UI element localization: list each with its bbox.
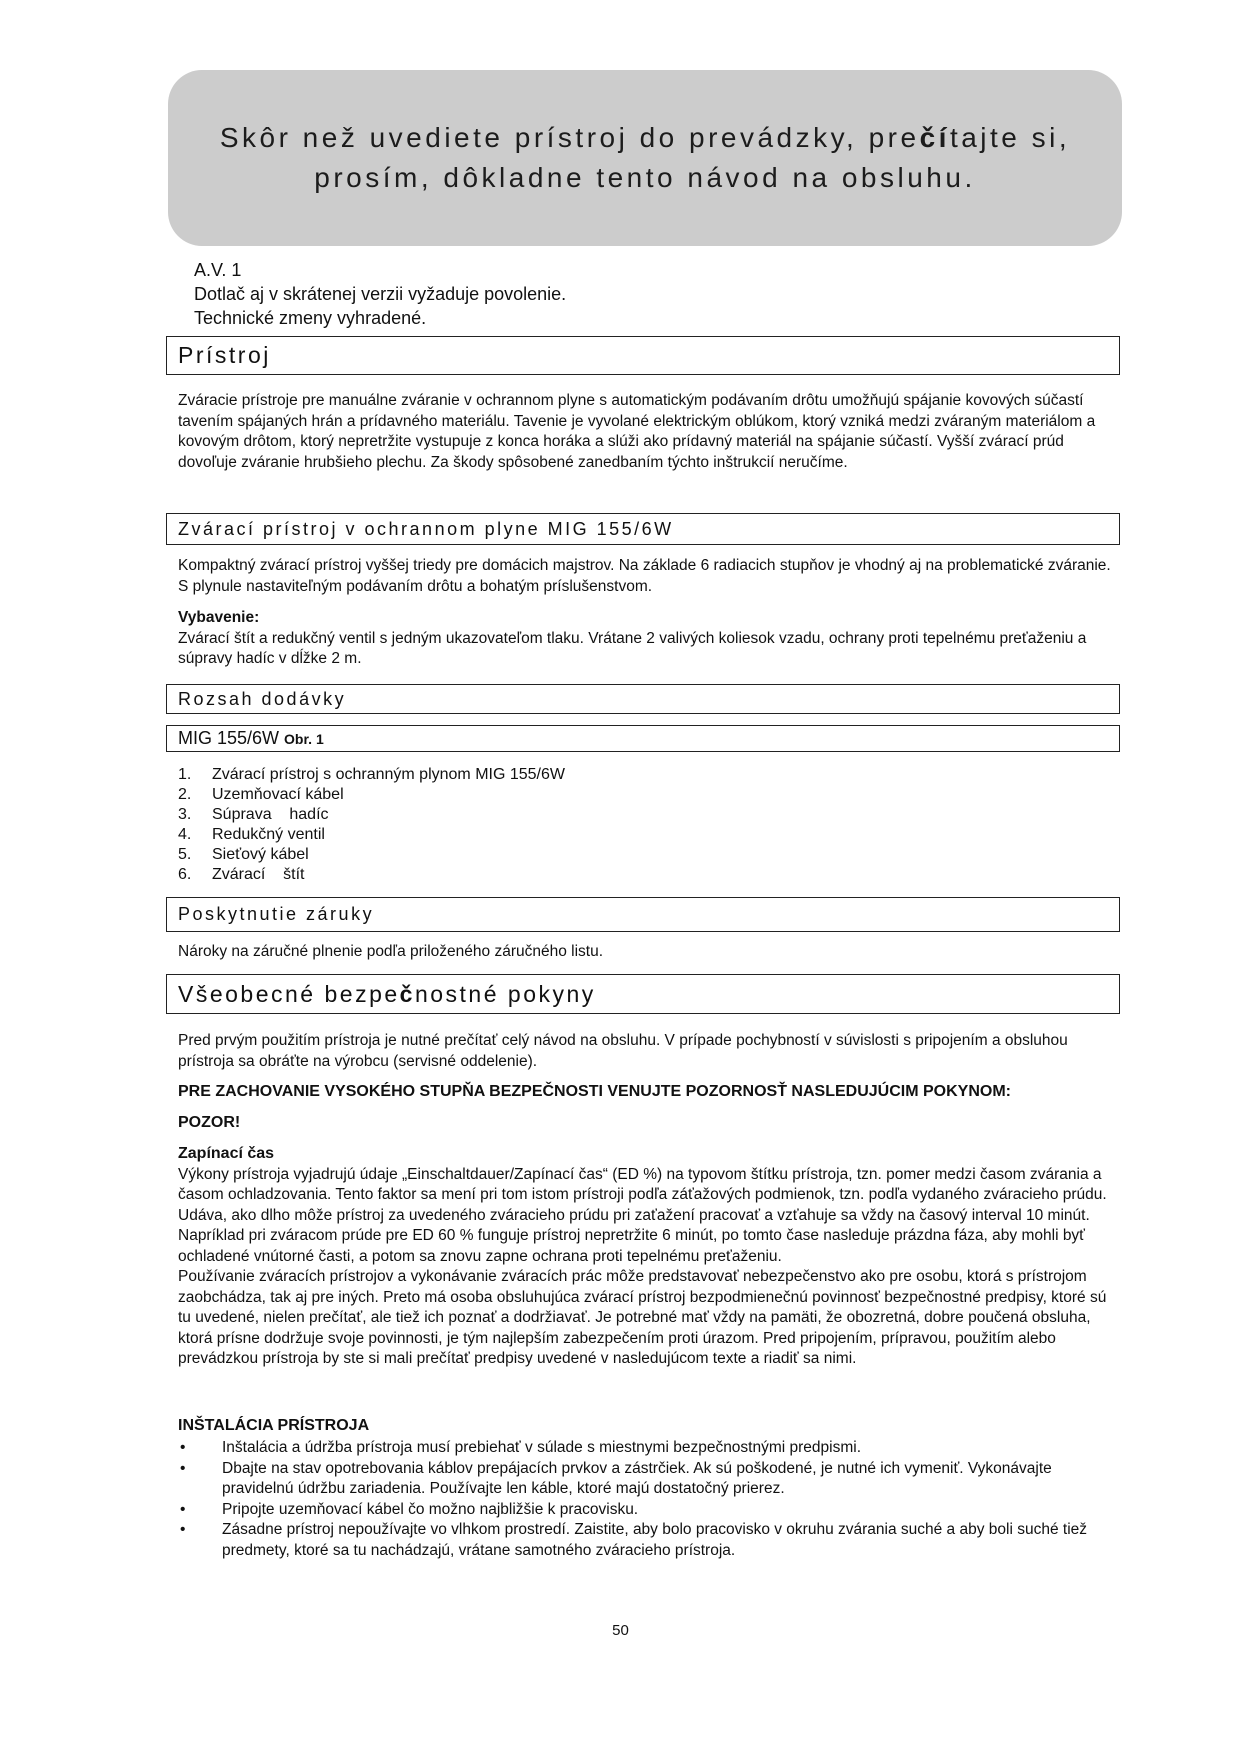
list-item: 6. Zvárací štít (178, 866, 305, 883)
installation-list (178, 1438, 1118, 1561)
equipment-text: Zvárací štít a redukčný ventil s jedným ukazovateľom tlaku. Vrátane 2 valivých koliesok vzadu, ochrany proti tepelnému preťaženiu a súpravy hadíc v dĺžke 2 m. (178, 629, 1087, 667)
list-item: 1. Zvárací prístroj s ochranným plynom MIG 155/6W (178, 766, 565, 783)
warranty-text: Nároky na záručné plnenie podľa priloženého záručného listu. (178, 943, 604, 960)
section-heading-device: Prístroj (166, 336, 1120, 375)
device-description: Zváracie prístroje pre manuálne zváranie v ochrannom plyne s automatickým podávaním drôtu umožňujú spájanie kovových súčastí tavením spájaných hrán a prídavného materiálu. Tavenie je vyvolané elektrickým oblúkom, ktorý vzniká medzi zváraným materiálom a kovovým drôtom, ktorý nepretržite vystupuje z konca horáka a slúži ako prídavný materiál na spájanie súčastí. Vyšší zvárací prúd dovoľuje zváranie hrubšieho plechu. Za škody spôsobené zanedbaním týchto inštrukcií neručíme. (178, 392, 1096, 471)
list-item: • Dbajte na stav opotrebovania káblov prepájacích prvkov a zástrčiek. Ak sú poškodené, je nutné ich vymeniť. Vykonávajte pravidelnú údržbu zariadenia. Používajte len káble, ktoré majú dostatočný prierez. (178, 1459, 1118, 1500)
heading-bold-fragment: č (399, 980, 415, 1007)
bullet-icon: • (180, 1521, 186, 1538)
scope-model-heading (166, 725, 1120, 752)
list-item: 3. Súprava hadíc (178, 806, 329, 823)
banner-line-2: prosím, dôkladne tento návod na obsluhu. (314, 162, 976, 193)
safety-intro: Pred prvým použitím prístroja je nutné prečítať celý návod na obsluhu. V prípade pochybností v súvislosti s pripojením a obsluhou prístroja sa obráťte na výrobcu (servisné oddelenie). (178, 1032, 1068, 1070)
figure-reference: Obr. 1 (284, 730, 324, 747)
installation-label: INŠTALÁCIA PRÍSTROJA (178, 1417, 370, 1434)
section-heading-mig: Zvárací prístroj v ochrannom plyne MIG 155/6W (166, 513, 1120, 545)
banner-bold-fragment: čí (919, 122, 950, 153)
list-item: 5. Sieťový kábel (178, 846, 309, 863)
safety-caps-notice: PRE ZACHOVANIE VYSOKÉHO STUPŇA BEZPEČNOSTI VENUJTE POZORNOSŤ NASLEDUJÚCIM POKYNOM: (178, 1083, 1011, 1100)
version-label: A.V. 1 (194, 260, 242, 280)
safety-usage-text: Používanie zváracích prístrojov a vykonávanie zváracích prác môže predstavovať nebezpečenstvo ako pre osobu, ktorá s prístrojom zaobchádza, tak aj pre iných. Preto má osoba obsluhujúca zvárací prístroj bezpodmienečnú povinnosť bezpečnostné predpisy, ktoré sú tu uvedené, nielen prečítať, ale tiež ich poznať a dodržiavať. Je potrebné mať vždy na pamäti, že obozretná, dobre poučená obsluha, ktorá prísne dodržuje svoje povinnosti, je tým najlepším zabezpečením proti úrazom. Pred pripojením, prípravou, použitím alebo prevádzkou prístroja by ste si mali prečítať predpisy uvedené v nasledujúcom texte a riadiť sa nimi. (178, 1268, 1107, 1367)
page-number: 50 (612, 1622, 629, 1639)
document-meta (194, 258, 566, 330)
list-item: 2. Uzemňovací kábel (178, 786, 344, 803)
duty-cycle-text: Výkony prístroja vyjadrujú údaje „Einschaltdauer/Zapínací čas“ (ED %) na typovom štítku prístroja, tzn. pomer medzi časom zvárania a časom ochladzovania. Tento faktor sa mení pri tom istom prístroji podľa záťažových podmienok, tzn. podľa vydaného zváracieho prúdu. Udáva, ako dlho môže prístroj za uvedeného zváracieho prúdu pri zaťažení pracovať a vzťahuje sa vždy na časový interval 10 minút. Napríklad pri zváracom prúde pre ED 60 % funguje prístroj nepretržite 6 minút, po tomto čase nasleduje prázdna fáza, aby mohli byť ochladené vnútorné časti, a potom sa znovu zapne ochrana proti tepelnému preťaženiu. (178, 1165, 1107, 1265)
intro-banner (168, 70, 1122, 246)
attention-label: POZOR! (178, 1114, 241, 1131)
equipment-block (178, 608, 1118, 670)
banner-line-1: Skôr než uvediete prístroj do prevádzky, prečítajte si, (219, 122, 1071, 153)
list-item: • Zásadne prístroj nepoužívajte vo vlhkom prostredí. Zaistite, aby bolo pracovisko v okruhu zvárania suché a aby boli suché tiež predmety, ktoré sa tu nachádzajú, vrátane samotného zváracieho prístroja. (178, 1520, 1118, 1561)
reprint-notice: Dotlač aj v skrátenej verzii vyžaduje povolenie. (194, 284, 567, 304)
bullet-icon: • (180, 1500, 186, 1518)
duty-cycle-block (178, 1144, 1118, 1370)
scope-model: MIG 155/6W (178, 728, 280, 748)
list-item: • Inštalácia a údržba prístroja musí prebiehať v súlade s miestnymi bezpečnostnými predpismi. (178, 1438, 1118, 1459)
list-item: • Pripojte uzemňovací kábel čo možno najbližšie k pracovisku. (178, 1500, 1118, 1521)
mig-description: Kompaktný zvárací prístroj vyššej triedy pre domácich majstrov. Na základe 6 radiacich stupňov je vhodný aj na problematické zváranie. S plynule nastaviteľným podávaním drôtu a bohatým príslušenstvom. (178, 557, 1111, 595)
duty-cycle-label: Zapínací čas (178, 1145, 275, 1162)
bullet-icon: • (180, 1459, 186, 1477)
section-heading-warranty: Poskytnutie záruky (166, 897, 1120, 932)
section-heading-scope: Rozsah dodávky (166, 684, 1120, 714)
equipment-label: Vybavenie: (178, 609, 260, 626)
bullet-icon: • (180, 1439, 186, 1456)
scope-list (178, 765, 565, 885)
list-item: 4. Redukčný ventil (178, 826, 325, 843)
changes-notice: Technické zmeny vyhradené. (194, 308, 427, 328)
section-heading-safety: Všeobecné bezpe č nostné pokyny (166, 974, 1120, 1014)
